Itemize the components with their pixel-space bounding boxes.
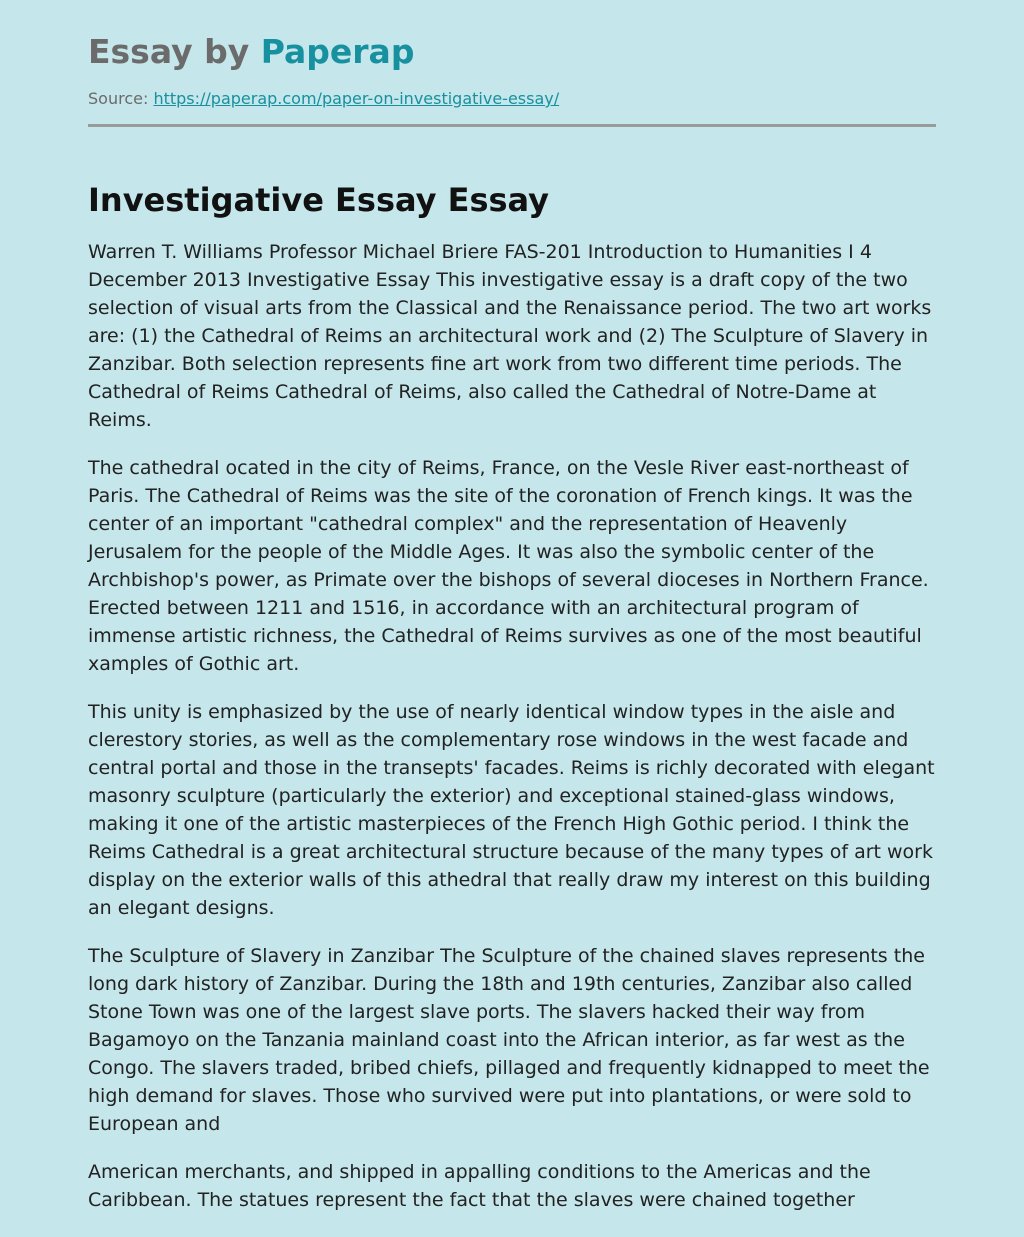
site-brand[interactable] bbox=[88, 30, 936, 74]
page bbox=[88, 0, 936, 1214]
article-body bbox=[88, 238, 936, 1214]
header-divider bbox=[88, 124, 936, 127]
brand-name: Paperap bbox=[260, 32, 415, 71]
source-link[interactable]: https://paperap.com/paper-on-investigative-essay/ bbox=[153, 89, 560, 108]
source-line bbox=[88, 87, 936, 111]
article-title: Investigative Essay Essay bbox=[88, 181, 550, 219]
source-label: Source: bbox=[88, 89, 149, 108]
brand-prefix: Essay by bbox=[88, 32, 261, 71]
article-paragraph: The cathedral ocated in the city of Reims, France, on the Vesle River east-northeast of Paris. The Cathedral of Reims was the site of the coronation of French kings. It was the center of an important "cathedral complex" and the representation of Heavenly Jerusalem for the people of the Middle Ages. It was also the symbolic center of the Archbishop's power, as Primate over the bishops of several dioceses in Northern France. Erected between 1211 and 1516, in accordance with an architectural program of immense artistic richness, the Cathedral of Reims survives as one of the most beautiful xamples of Gothic art. bbox=[88, 457, 929, 675]
article-paragraph: American merchants, and shipped in appalling conditions to the Americas and the Caribbean. The statues represent the fact that the slaves were chained together bbox=[88, 1161, 871, 1211]
article-paragraph: Warren T. Williams Professor Michael Briere FAS-201 Introduction to Humanities I 4 December 2013 Investigative Essay This investigative essay is a draft copy of the two selection of visual arts from the Classical and the Renaissance period. The two art works are: (1) the Cathedral of Reims an architectural work and (2) The Sculpture of Slavery in Zanzibar. Both selection represents fine art work from two different time periods. The Cathedral of Reims Cathedral of Reims, also called the Cathedral of Notre-Dame at Reims. bbox=[88, 241, 932, 431]
article-paragraph: This unity is emphasized by the use of nearly identical window types in the aisle and clerestory stories, as well as the complementary rose windows in the west facade and central portal and those in the transepts' facades. Reims is richly decorated with elegant masonry sculpture (particularly the exterior) and exceptional stained-glass windows, making it one of the artistic masterpieces of the French High Gothic period. I think the Reims Cathedral is a great architectural structure because of the many types of art work display on the exterior walls of this athedral that really draw my interest on this building an elegant designs. bbox=[88, 701, 935, 919]
article-paragraph: The Sculpture of Slavery in Zanzibar The Sculpture of the chained slaves represents the long dark history of Zanzibar. During the 18th and 19th centuries, Zanzibar also called Stone Town was one of the largest slave ports. The slavers hacked their way from Bagamoyo on the Tanzania mainland coast into the African interior, as far west as the Congo. The slavers traded, bribed chiefs, pillaged and frequently kidnapped to meet the high demand for slaves. Those who survived were put into plantations, or were sold to European and bbox=[88, 945, 930, 1135]
